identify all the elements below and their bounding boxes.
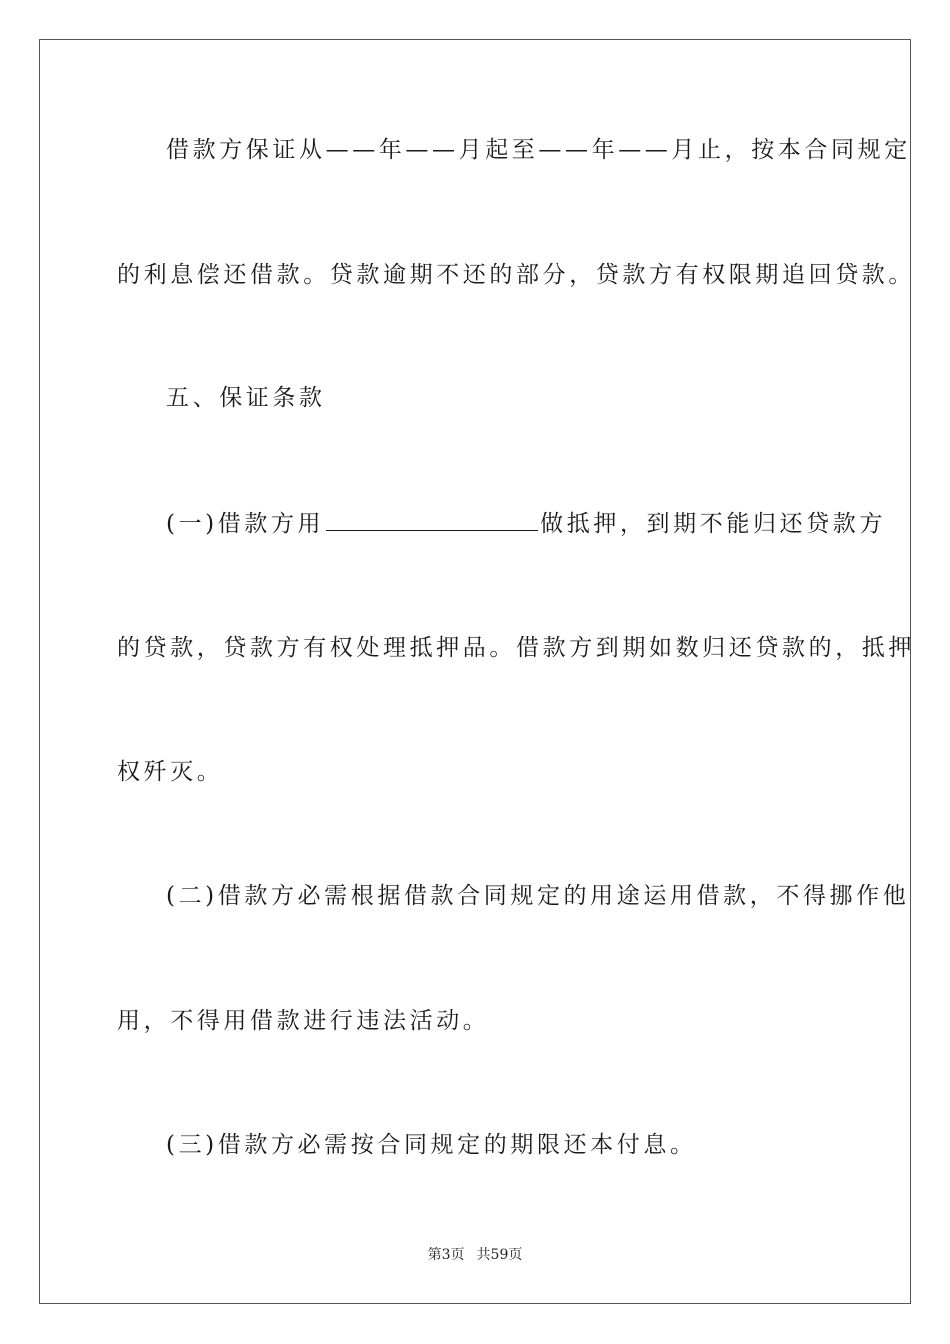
clause-one-suffix: 做抵押，到期不能归还贷款方 — [540, 511, 886, 537]
paragraph-line-2: 的利息偿还借款。贷款逾期不还的部分，贷款方有权限期追回贷款。 — [117, 262, 915, 288]
clause-three-line: (三)借款方必需按合同规定的期限还本付息。 — [166, 1132, 697, 1158]
section-heading: 五、保证条款 — [166, 385, 326, 411]
page-border — [39, 39, 915, 1304]
clause-one-prefix: (一)借款方用 — [166, 511, 325, 537]
fill-in-blank[interactable] — [326, 510, 538, 531]
paragraph-line-6: 权歼灭。 — [117, 759, 224, 785]
total-pages: 共59页 — [476, 1247, 523, 1263]
clause-one-line — [166, 508, 886, 540]
paragraph-line-5: 的贷款，贷款方有权处理抵押品。借款方到期如数归还贷款的，抵押 — [117, 635, 915, 661]
clause-two-line: (二)借款方必需根据借款合同规定的用途运用借款，不得挪作他 — [166, 883, 910, 909]
paragraph-line-8: 用，不得用借款进行违法活动。 — [117, 1008, 490, 1034]
paragraph-line-1: 借款方保证从——年——月起至——年——月止，按本合同规定 — [166, 137, 911, 163]
page-number: 第3页 — [427, 1247, 465, 1263]
page-footer — [0, 1246, 950, 1264]
